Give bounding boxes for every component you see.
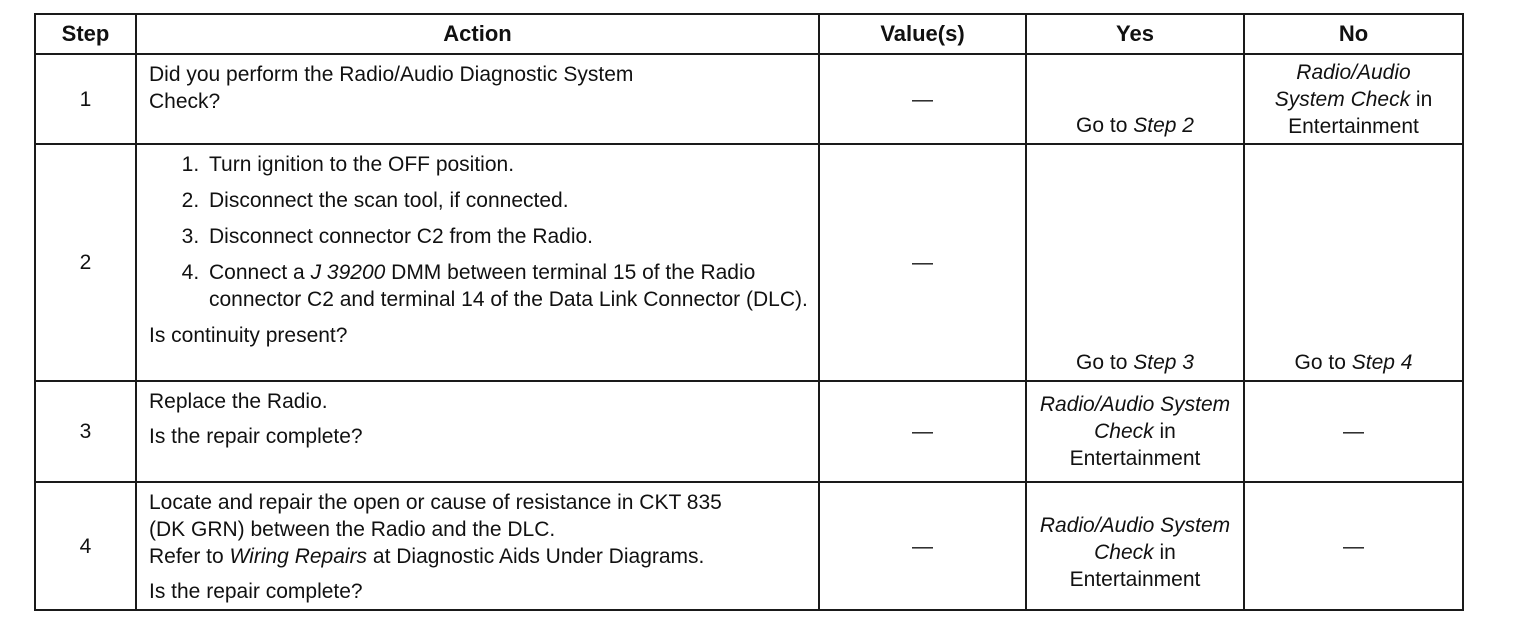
header-row <box>35 14 1463 54</box>
value-cell: — <box>819 54 1026 144</box>
table-row <box>35 54 1463 144</box>
yes-cell <box>1026 54 1244 144</box>
action-cell <box>136 482 819 610</box>
table-row <box>35 381 1463 482</box>
no-prefix: Go to <box>1294 351 1352 374</box>
action-question: Is the repair complete? <box>149 425 363 448</box>
no-cell: — <box>1244 381 1463 482</box>
yes-cell <box>1026 381 1244 482</box>
list-item-text: Connect a <box>209 261 311 284</box>
table-row <box>35 144 1463 381</box>
step-number: 2 <box>35 144 136 381</box>
header-no: No <box>1244 14 1463 54</box>
diagnostic-table <box>34 13 1464 611</box>
list-item: 3. Disconnect connector C2 from the Radio. <box>205 223 808 250</box>
yes-suffix: in Entertainment <box>1069 420 1201 470</box>
header-yes: Yes <box>1026 14 1244 54</box>
action-text: Replace the Radio. <box>149 390 328 413</box>
action-text: Locate and repair the open or cause of resistance in CKT 835 (DK GRN) between the Radio and the DLC. <box>149 491 722 541</box>
action-question: Is continuity present? <box>149 324 348 347</box>
yes-cell <box>1026 144 1244 381</box>
wiring-repairs-reference[interactable]: Wiring Repairs <box>229 545 368 568</box>
list-item <box>205 259 809 313</box>
action-question: Did you perform the Radio/Audio Diagnostic System Check? <box>149 63 634 113</box>
action-cell <box>136 54 819 144</box>
table-row <box>35 482 1463 610</box>
step-number: 4 <box>35 482 136 610</box>
tool-reference: J 39200 <box>310 261 386 284</box>
list-item: 2. Disconnect the scan tool, if connected. <box>205 187 808 214</box>
no-cell: — <box>1244 482 1463 610</box>
yes-check-link[interactable]: Radio/Audio System Check <box>1039 513 1231 564</box>
value-cell: — <box>819 482 1026 610</box>
value-cell: — <box>819 144 1026 381</box>
action-text-part: at Diagnostic Aids Under Diagrams. <box>367 545 705 568</box>
no-check-link[interactable]: Radio/Audio System Check <box>1274 61 1411 111</box>
step-number: 1 <box>35 54 136 144</box>
no-suffix: in Entertainment <box>1288 88 1433 138</box>
action-cell <box>136 381 819 482</box>
action-text-part: Refer to <box>149 545 230 568</box>
step-number: 3 <box>35 381 136 482</box>
action-text <box>149 543 808 570</box>
action-list <box>149 151 808 313</box>
action-question: Is the repair complete? <box>149 580 363 603</box>
yes-step-link[interactable]: Step 2 <box>1133 114 1194 137</box>
yes-step-link[interactable]: Step 3 <box>1133 351 1194 374</box>
yes-suffix: in Entertainment <box>1069 540 1201 591</box>
header-step: Step <box>35 14 136 54</box>
action-cell <box>136 144 819 381</box>
header-values: Value(s) <box>819 14 1026 54</box>
value-cell: — <box>819 381 1026 482</box>
no-cell <box>1244 144 1463 381</box>
list-item: 1. Turn ignition to the OFF position. <box>205 151 808 178</box>
yes-check-link[interactable]: Radio/Audio System Check <box>1039 393 1231 443</box>
no-step-link[interactable]: Step 4 <box>1351 351 1413 374</box>
list-item-text: DMM between terminal 15 of the Radio connector C2 and terminal 14 of the Data Link Connector (DLC). <box>209 261 808 311</box>
yes-cell <box>1026 482 1244 610</box>
yes-prefix: Go to <box>1076 351 1134 374</box>
no-cell <box>1244 54 1463 144</box>
header-action: Action <box>136 14 819 54</box>
yes-prefix: Go to <box>1076 114 1134 137</box>
